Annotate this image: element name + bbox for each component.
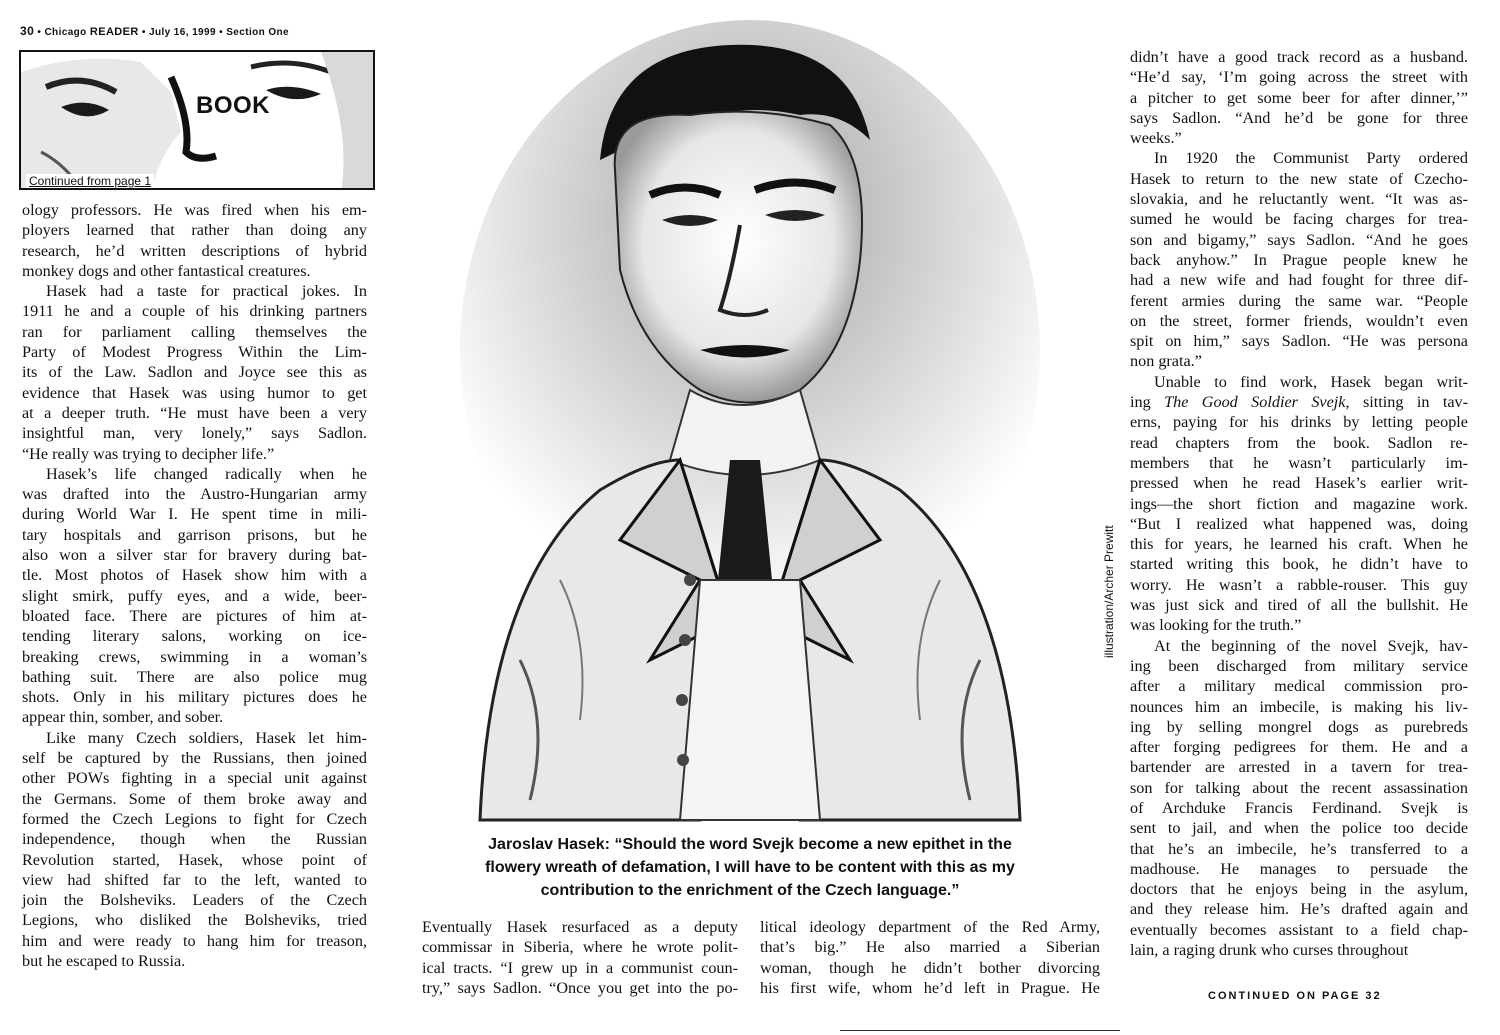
text-line: In 1920 the Communist Party ordered [1154,149,1468,168]
text-line: At the beginning of the novel Svejk, hav- [1154,636,1468,655]
text-line: son for talking about the recent assassination [1130,778,1468,797]
text-line: litical ideology department of the Red Army, [760,918,1100,936]
publication-name: Chicago [44,27,87,38]
text-line: but he escaped to Russia. [22,951,186,970]
article-paragraph [1130,372,1468,636]
continued-from-note: Continued from page 1 [26,174,154,188]
text-line: bloated face. There are pictures of him at- [22,606,367,625]
text-line: ing The Good Soldier Svejk, sitting in tav- [1130,393,1468,412]
text-line: madhouse. He manages to persuade the [1130,859,1468,878]
text-line: the Germans. Some of them broke away and [22,789,367,808]
section-label: BOOK [196,92,270,119]
article-column-3 [760,917,1100,998]
issue-date: July 16, 1999 [149,27,216,38]
text-line: didn’t have a good track record as a husband. [1130,48,1468,66]
text-line: had a new wife and had fought for three dif- [1130,271,1468,290]
text-line: independence, though when the Russian [22,830,367,849]
text-line: tle. Most photos of Hasek show him with a [22,566,367,585]
illustration-caption [400,833,1100,902]
article-paragraph [22,728,367,972]
text-line: started writing this book, he didn’t have to [1130,555,1468,574]
text-line: on the street, former friends, wouldn’t even [1130,311,1468,330]
text-line: “But I realized what happened was, doing [1130,514,1468,533]
text-line: Eventually Hasek resurfaced as a deputy [422,918,738,936]
text-line: view had shifted far to the left, wanted to [22,870,367,889]
text-line: of Archduke Francis Ferdinand. Svejk is [1130,798,1468,817]
text-line: was just sick and tired of all the bullshit. He [1130,596,1468,615]
article-paragraph [1130,148,1468,371]
text-line: spit on him,” says Sadlon. “He was persona [1130,332,1468,351]
text-line: its of the Law. Sadlon and Joyce see this as [22,363,367,382]
section-name: Section One [226,27,289,38]
continued-on-note: CONTINUED ON PAGE 32 [1208,990,1382,1002]
text-line: non grata.” [1130,352,1202,371]
illustration-credit: illustration/Archer Prewitt [1102,525,1116,658]
section-header-artwork [21,52,375,190]
text-line: ing by selling mongrel dogs as purebreds [1130,717,1468,736]
article-paragraph [22,464,367,728]
text-line: ings—the short fiction and magazine work. [1130,494,1468,513]
text-line: slovakia, and he reluctantly went. “It was as- [1130,190,1468,209]
text-line: formed the Czech Legions to fight for Czech [22,809,367,828]
text-line: was looking for the truth.” [1130,616,1302,635]
text-line: “He really was trying to decipher life.” [22,444,275,463]
text-line: breaking crews, swimming in a woman’s [22,647,367,666]
text-line: self be captured by the Russians, then joined [22,749,367,768]
text-line: read chapters from the book. Sadlon re- [1130,433,1468,452]
text-line: try,” says Sadlon. “Once you get into the po- [422,978,738,997]
text-line: doctors that he enjoys being in the asylum, [1130,880,1468,899]
text-line: his first wife, whom he’d left in Prague. He [760,978,1100,997]
text-line: woman, though he didn’t bother divorcing [760,958,1100,977]
text-line: this for years, he learned his craft. When he [1130,535,1468,554]
text-line: Party of Modest Progress Within the Lim- [22,343,367,362]
text-line: weeks.” [1130,129,1182,148]
text-line: at a deeper truth. “He must have been a very [22,403,367,422]
hasek-portrait-drawing [400,20,1100,830]
page-folio: 30 • Chicago READER • July 16, 1999 • Section One [20,24,289,38]
article-paragraph [22,200,367,281]
text-line: 1911 he and a couple of his drinking partners [22,302,367,321]
text-line: insightful man, very lonely,” says Sadlon. [22,424,367,443]
text-line: was drafted into the Austro-Hungarian army [22,485,367,504]
text-line: erns, paying for his drinks by letting people [1130,413,1468,432]
text-line: worry. He wasn’t a rabble-rouser. This guy [1130,575,1468,594]
text-line: also won a silver star for bravery during bat- [22,546,367,565]
text-line: commissar in Siberia, where he wrote polit- [422,938,738,957]
bottom-rule [840,1030,1120,1031]
article-column-1 [22,200,367,971]
text-line: Revolution started, Hasek, whose point of [22,850,367,869]
text-line: after forging pedigrees for them. He and a [1130,738,1468,757]
caption-line: Jaroslav Hasek: “Should the word Svejk become a new epithet in the [488,836,1012,853]
article-paragraph [22,281,367,464]
caption-line: flowery wreath of defamation, I will have to be content with this as my [485,859,1015,876]
text-line: bathing suit. There are also police mug [22,667,367,686]
text-line: back anyhow.” In Prague people knew he [1130,250,1468,269]
text-line: sumed he would be facing charges for trea- [1130,210,1468,229]
text-line: Hasek to return to the new state of Czecho- [1130,169,1468,188]
text-line: him and were ready to hang him for treason, [22,931,367,950]
section-header-box [19,50,375,190]
text-line: after a military medical commission pro- [1130,677,1468,696]
text-line: ology professors. He was fired when his em- [22,201,367,219]
text-line: ing been discharged from military service [1130,656,1468,675]
text-line: sent to jail, and when the police too decide [1130,819,1468,838]
page-number: 30 [20,24,35,38]
caption-line: contribution to the enrichment of the Czech language.” [540,882,960,899]
text-line: a pitcher to get some beer for after dinner,’” [1130,88,1468,107]
text-line: tary hospitals and garrison prisons, but he [22,525,367,544]
text-line: during World War I. He spent time in mili- [22,505,367,524]
text-line: tending literary salons, working on ice- [22,627,367,646]
text-line: and they release him. He’s drafted again and [1130,900,1468,919]
article-paragraph [1130,47,1468,148]
text-line: eventually becomes assistant to a field chap- [1130,920,1468,939]
text-line: Like many Czech soldiers, Hasek let him- [46,728,367,747]
text-line: ran for parliament calling themselves the [22,322,367,341]
text-line: Legions, who disliked the Bolsheviks, tried [22,911,367,930]
text-line: that he’s an imbecile, he’s transferred to a [1130,839,1468,858]
text-line: nounces him an imbecile, is making his liv- [1130,697,1468,716]
article-paragraph [1130,636,1468,961]
publication-brand: READER [89,26,139,38]
text-line: slight smirk, puffy eyes, and a wide, beer- [22,586,367,605]
text-line: “He’d say, ‘I’m going across the street with [1130,68,1468,87]
text-line: Hasek had a taste for practical jokes. In [46,282,367,301]
text-line: son and bigamy,” says Sadlon. “And he goes [1130,230,1468,249]
text-line: lain, a raging drunk who curses throughout [1130,941,1409,960]
text-line: that’s big.” He also married a Siberian [760,938,1100,957]
text-line: ployers learned that rather than doing any [22,221,367,240]
text-line: ical tracts. “I grew up in a communist coun- [422,958,738,977]
portrait-illustration [400,20,1100,830]
text-line: members that he wasn’t particularly im- [1130,453,1468,472]
text-line: bartender are arrested in a tavern for trea- [1130,758,1468,777]
text-line: Unable to find work, Hasek began writ- [1154,372,1468,391]
text-line: ferent armies during the same war. “People [1130,291,1468,310]
article-column-2 [398,917,738,998]
text-line: Hasek’s life changed radically when he [46,464,367,483]
text-line: shots. Only in his military pictures does he [22,688,367,707]
text-line: says Sadlon. “And he’d be gone for three [1130,108,1468,127]
article-column-4 [1130,47,1468,960]
text-line: pressed when he read Hasek’s earlier writ- [1130,474,1468,493]
text-line: join the Bolsheviks. Leaders of the Czech [22,891,367,910]
text-line: evidence that Hasek was using humor to get [22,383,367,402]
text-line: appear thin, somber, and sober. [22,708,224,727]
text-line: other POWs fighting in a special unit against [22,769,367,788]
text-line: monkey dogs and other fantastical creatures. [22,261,311,280]
text-line: research, he’d written descriptions of hybrid [22,241,367,260]
